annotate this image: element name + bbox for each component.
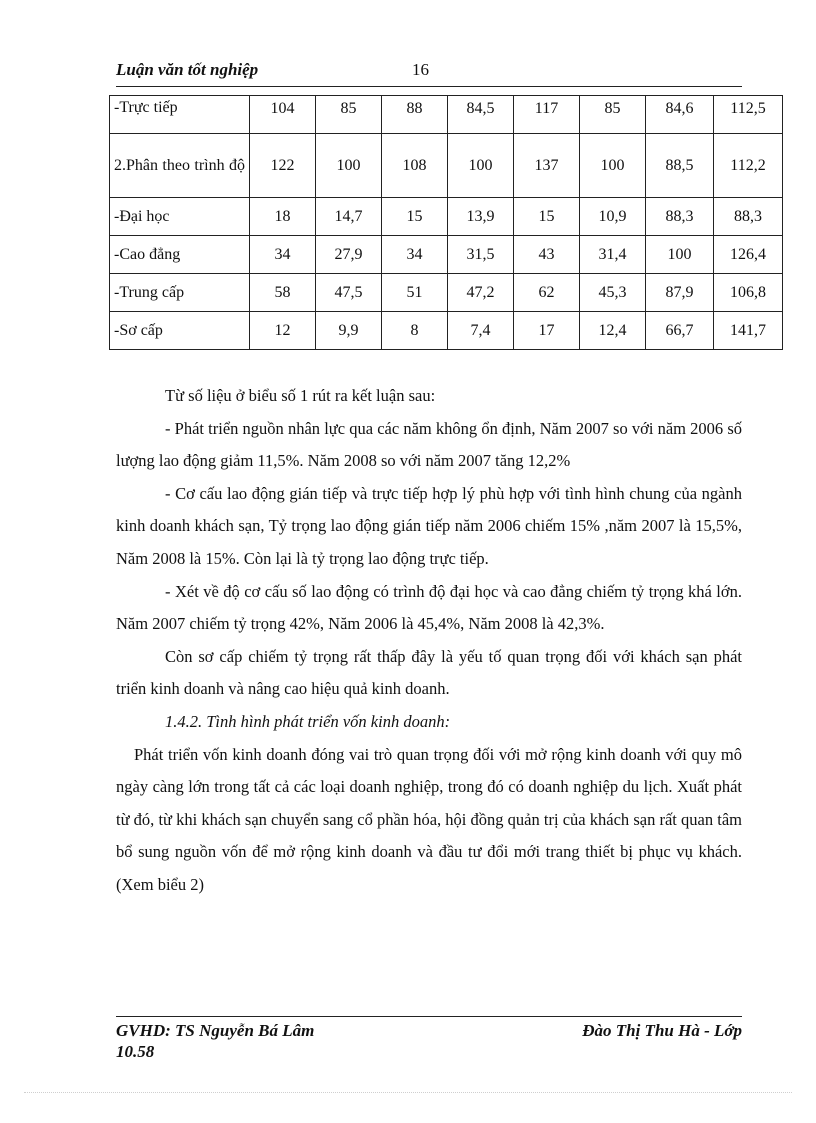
- row-label: -Cao đẳng: [110, 236, 250, 274]
- table-cell: 47,5: [316, 274, 382, 312]
- section-heading: 1.4.2. Tình hình phát triển vốn kinh doanh:: [165, 711, 451, 731]
- table-cell: 13,9: [448, 198, 514, 236]
- table-cell: 43: [514, 236, 580, 274]
- table-cell: 84,6: [646, 96, 714, 134]
- table-cell: 51: [382, 274, 448, 312]
- table-cell: 100: [646, 236, 714, 274]
- table-row: [110, 236, 783, 274]
- table-cell: 112,5: [714, 96, 783, 134]
- table-cell: 10,9: [580, 198, 646, 236]
- row-label: -Trực tiếp: [110, 96, 250, 134]
- table-cell: 14,7: [316, 198, 382, 236]
- table-row: [110, 134, 783, 198]
- table-cell: 87,9: [646, 274, 714, 312]
- row-label: -Trung cấp: [110, 274, 250, 312]
- table-row: [110, 96, 783, 134]
- table-row: [110, 312, 783, 350]
- table-cell: 85: [316, 96, 382, 134]
- page-number: 16: [412, 60, 429, 79]
- table-cell: 62: [514, 274, 580, 312]
- table-row: [110, 198, 783, 236]
- table-cell: 47,2: [448, 274, 514, 312]
- table-cell: 117: [514, 96, 580, 134]
- table-cell: 126,4: [714, 236, 783, 274]
- paragraph: - Xét về độ cơ cấu số lao động có trình độ đại học và cao đẳng chiếm tỷ trọng khá lớn. Năm 2007 chiếm tỷ trọng 42%, Năm 2006 là 45,4%, Năm 2008 là 42,3%.: [116, 581, 742, 634]
- table-cell: 9,9: [316, 312, 382, 350]
- footer-supervisor: GVHD: TS Nguyễn Bá Lâm: [116, 1021, 315, 1040]
- table-cell: 112,2: [714, 134, 783, 198]
- table-cell: 88,5: [646, 134, 714, 198]
- table-cell: 84,5: [448, 96, 514, 134]
- table-cell: 17: [514, 312, 580, 350]
- footer-author: Đào Thị Thu Hà - Lớp: [582, 1021, 742, 1040]
- table-cell: 12,4: [580, 312, 646, 350]
- paragraph: Còn sơ cấp chiếm tỷ trọng rất thấp đây là yếu tố quan trọng đối với khách sạn phát triển kinh doanh và nâng cao hiệu quả kinh doanh.: [116, 646, 742, 699]
- row-label: -Sơ cấp: [110, 312, 250, 350]
- table-cell: 31,5: [448, 236, 514, 274]
- table-cell: 122: [250, 134, 316, 198]
- footer-class: 10.58: [116, 1042, 155, 1061]
- table-cell: 88,3: [714, 198, 783, 236]
- table-cell: 45,3: [580, 274, 646, 312]
- page-header: [116, 60, 742, 87]
- table-cell: 141,7: [714, 312, 783, 350]
- table-cell: 12: [250, 312, 316, 350]
- table-row: [110, 274, 783, 312]
- table-cell: 66,7: [646, 312, 714, 350]
- paragraph: Phát triển vốn kinh doanh đóng vai trò quan trọng đối với mở rộng kinh doanh với quy mô ngày càng lớn trong tất cả các loại doanh nghiệp, trong đó có doanh nghiệp du lịch. Xuất phát từ đó, từ khi khách sạn chuyển sang cổ phần hóa, hội đồng quản trị của khách sạn rất quan tâm bổ sung nguồn vốn để mở rộng kinh doanh và đầu tư đổi mới trang thiết bị phục vụ khách. (Xem biểu 2): [116, 744, 742, 894]
- table-cell: 104: [250, 96, 316, 134]
- table-cell: 27,9: [316, 236, 382, 274]
- table-cell: 108: [382, 134, 448, 198]
- table-cell: 15: [382, 198, 448, 236]
- table-cell: 18: [250, 198, 316, 236]
- body-text: [116, 380, 742, 902]
- table-cell: 7,4: [448, 312, 514, 350]
- paragraph: - Cơ cấu lao động gián tiếp và trực tiếp hợp lý phù hợp với tình hình chung của ngành kinh doanh khách sạn, Tỷ trọng lao động gián tiếp năm 2006 chiếm 15% ,năm 2007 là 15,5%, Năm 2008 là 15%. Còn lại là tỷ trọng lao động trực tiếp.: [116, 483, 742, 568]
- labor-structure-table: [109, 95, 783, 350]
- page-footer: [116, 1016, 742, 1062]
- table-cell: 15: [514, 198, 580, 236]
- table-cell: 85: [580, 96, 646, 134]
- table-cell: 34: [382, 236, 448, 274]
- table-cell: 106,8: [714, 274, 783, 312]
- row-label: 2.Phân theo trình độ: [110, 134, 250, 198]
- paragraph: - Phát triển nguồn nhân lực qua các năm không ổn định, Năm 2007 so với năm 2006 số lượng lao động giảm 11,5%. Năm 2008 so với năm 2007 tăng 12,2%: [116, 418, 742, 471]
- page-border-line: [24, 1092, 792, 1093]
- paragraph: Từ số liệu ở biểu số 1 rút ra kết luận sau:: [165, 386, 436, 405]
- table-cell: 100: [448, 134, 514, 198]
- table-cell: 8: [382, 312, 448, 350]
- table-cell: 100: [316, 134, 382, 198]
- table-cell: 88,3: [646, 198, 714, 236]
- table-cell: 88: [382, 96, 448, 134]
- document-title: Luận văn tốt nghiệp: [116, 60, 259, 79]
- table-cell: 34: [250, 236, 316, 274]
- table-cell: 58: [250, 274, 316, 312]
- row-label: -Đại học: [110, 198, 250, 236]
- table-cell: 137: [514, 134, 580, 198]
- table-cell: 100: [580, 134, 646, 198]
- table-cell: 31,4: [580, 236, 646, 274]
